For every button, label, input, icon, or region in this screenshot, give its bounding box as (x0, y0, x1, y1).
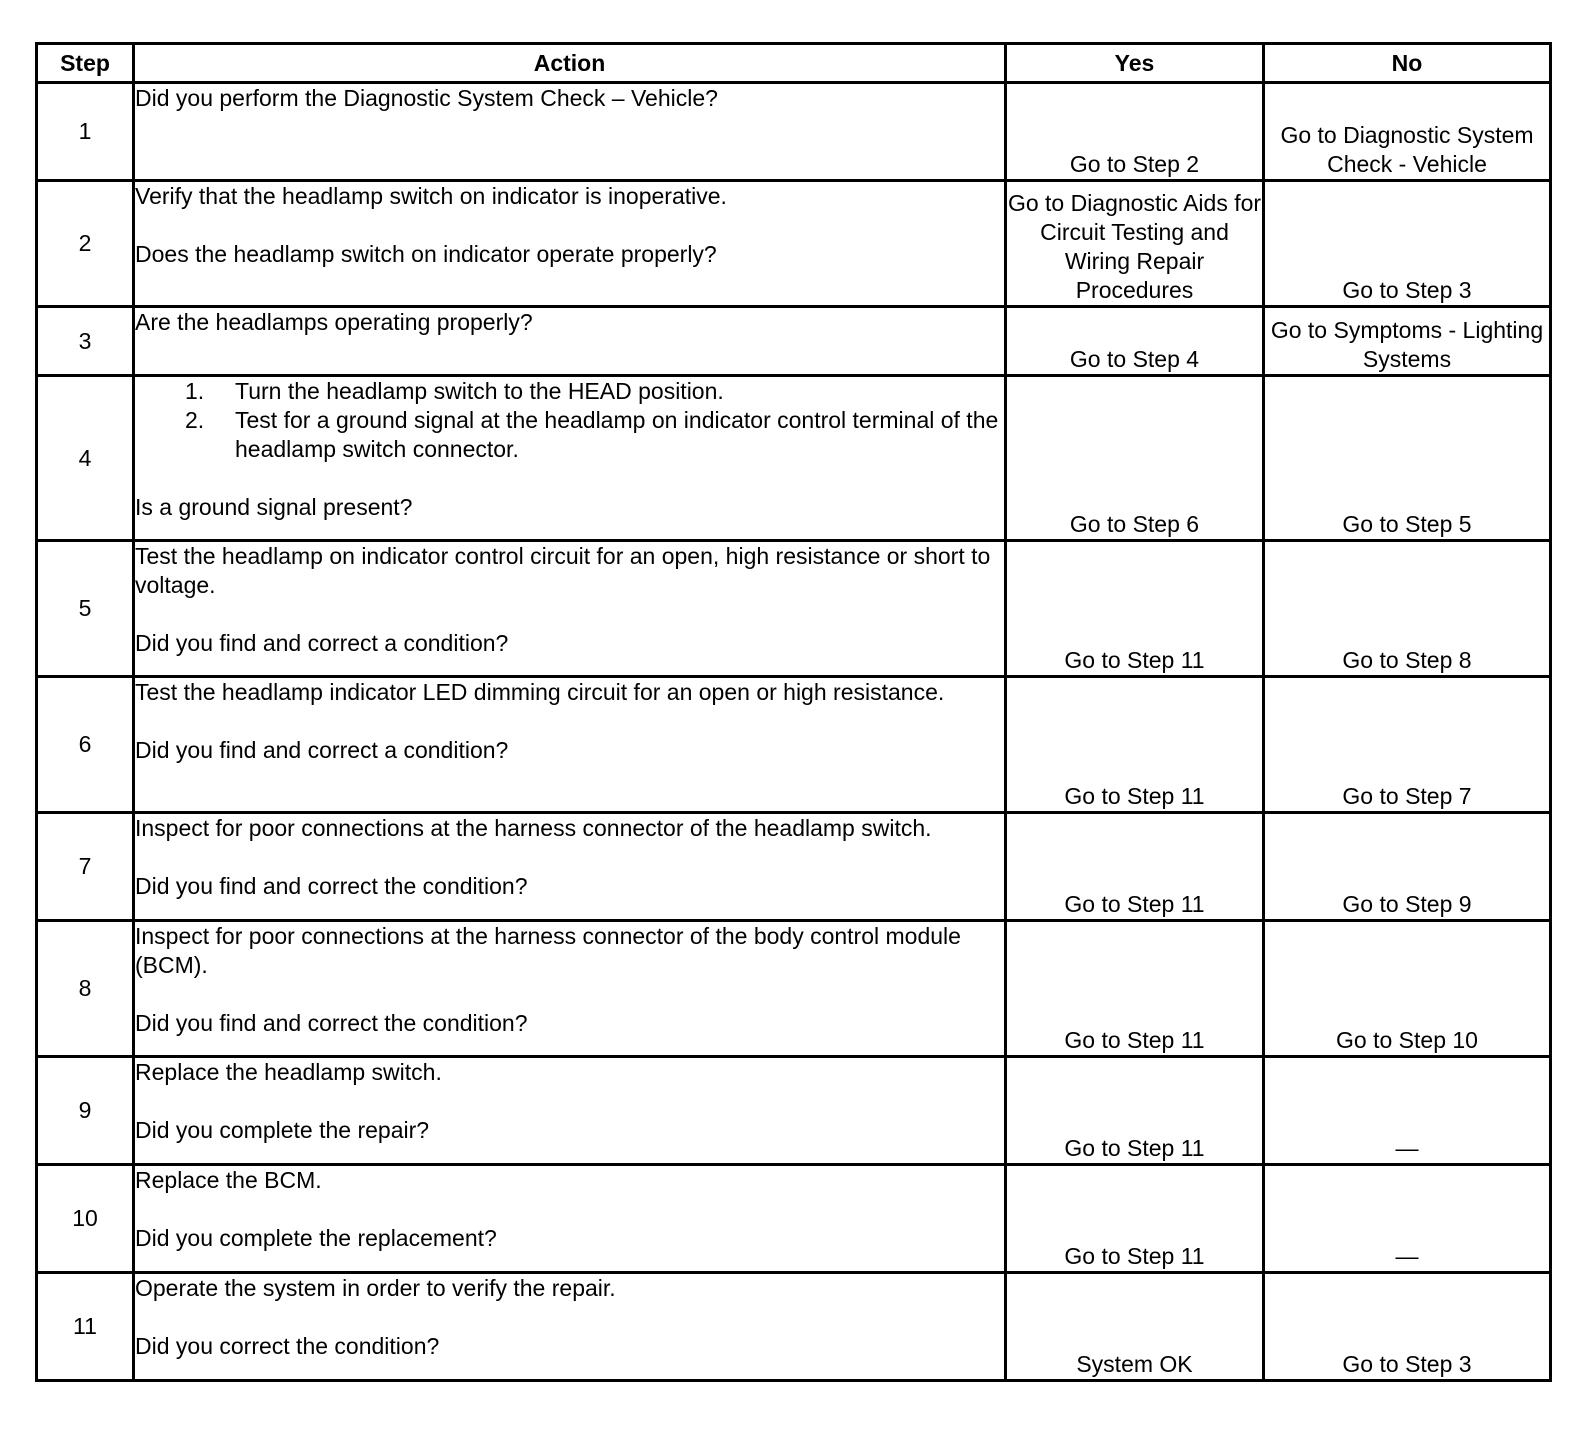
table-row (37, 541, 1551, 677)
action-cell (134, 1273, 1006, 1381)
yes-cell: Go to Step 11 (1006, 813, 1264, 921)
no-cell: — (1264, 1057, 1551, 1165)
yes-cell: Go to Step 11 (1006, 921, 1264, 1057)
action-text: Are the headlamps operating properly? (135, 309, 533, 335)
action-cell (134, 307, 1006, 376)
action-cell (134, 1057, 1006, 1165)
step-number: 10 (37, 1165, 134, 1273)
no-cell: Go to Step 7 (1264, 677, 1551, 813)
step-number: 4 (37, 376, 134, 541)
substep-text: Turn the headlamp switch to the HEAD position. (235, 378, 724, 404)
action-text: Inspect for poor connections at the harness connector of the headlamp switch. (135, 815, 932, 841)
no-cell: — (1264, 1165, 1551, 1273)
step-number: 2 (37, 181, 134, 307)
yes-cell: Go to Step 11 (1006, 1165, 1264, 1273)
table-row (37, 1165, 1551, 1273)
action-cell (134, 83, 1006, 181)
action-cell (134, 921, 1006, 1057)
action-text: Did you perform the Diagnostic System Check – Vehicle? (135, 85, 718, 111)
action-question: Did you find and correct a condition? (135, 737, 509, 763)
step-number: 3 (37, 307, 134, 376)
action-question: Did you find and correct the condition? (135, 1010, 528, 1036)
action-text: Verify that the headlamp switch on indicator is inoperative. (135, 183, 727, 209)
action-text: Replace the BCM. (135, 1167, 322, 1193)
action-text: Test the headlamp on indicator control circuit for an open, high resistance or short to voltage. (135, 543, 991, 598)
no-cell: Go to Symptoms - Lighting Systems (1264, 307, 1551, 376)
action-question: Did you complete the repair? (135, 1117, 430, 1143)
yes-cell: System OK (1006, 1273, 1264, 1381)
action-text: Inspect for poor connections at the harness connector of the body control module (BCM). (135, 923, 961, 978)
yes-cell: Go to Step 11 (1006, 677, 1264, 813)
yes-cell: Go to Step 6 (1006, 376, 1264, 541)
header-row (37, 44, 1551, 83)
table-row (37, 677, 1551, 813)
action-cell (134, 1165, 1006, 1273)
no-cell: Go to Diagnostic System Check - Vehicle (1264, 83, 1551, 181)
yes-cell: Go to Step 11 (1006, 1057, 1264, 1165)
action-question: Did you complete the replacement? (135, 1225, 497, 1251)
action-question: Did you find and correct the condition? (135, 873, 528, 899)
step-number: 5 (37, 541, 134, 677)
no-cell: Go to Step 3 (1264, 1273, 1551, 1381)
list-item (185, 377, 1004, 406)
diagnostic-table (35, 42, 1552, 1382)
step-number: 9 (37, 1057, 134, 1165)
action-question: Did you find and correct a condition? (135, 630, 509, 656)
step-number: 6 (37, 677, 134, 813)
action-text: Test the headlamp indicator LED dimming circuit for an open or high resistance. (135, 679, 945, 705)
substep-list (135, 377, 1004, 464)
header-step: Step (37, 44, 134, 83)
step-number: 8 (37, 921, 134, 1057)
action-cell (134, 813, 1006, 921)
yes-cell: Go to Step 11 (1006, 541, 1264, 677)
action-cell (134, 181, 1006, 307)
action-cell (134, 376, 1006, 541)
header-yes: Yes (1006, 44, 1264, 83)
action-text: Operate the system in order to verify the repair. (135, 1275, 616, 1301)
table-row (37, 1273, 1551, 1381)
no-cell: Go to Step 8 (1264, 541, 1551, 677)
step-number: 7 (37, 813, 134, 921)
action-question: Does the headlamp switch on indicator operate properly? (135, 241, 717, 267)
header-action: Action (134, 44, 1006, 83)
table-row (37, 921, 1551, 1057)
table-row (37, 1057, 1551, 1165)
substep-number: 1. (185, 378, 205, 404)
step-number: 11 (37, 1273, 134, 1381)
substep-number: 2. (185, 407, 205, 433)
no-cell: Go to Step 9 (1264, 813, 1551, 921)
table-row (37, 813, 1551, 921)
table-row (37, 83, 1551, 181)
action-cell (134, 677, 1006, 813)
action-question: Did you correct the condition? (135, 1333, 440, 1359)
action-text: Replace the headlamp switch. (135, 1059, 442, 1085)
action-question: Is a ground signal present? (135, 494, 413, 520)
table-row (37, 307, 1551, 376)
yes-cell: Go to Step 4 (1006, 307, 1264, 376)
yes-cell: Go to Step 2 (1006, 83, 1264, 181)
no-cell: Go to Step 10 (1264, 921, 1551, 1057)
no-cell: Go to Step 3 (1264, 181, 1551, 307)
action-cell (134, 541, 1006, 677)
table-row (37, 181, 1551, 307)
substep-text: Test for a ground signal at the headlamp on indicator control terminal of the headlamp switch connector. (235, 407, 999, 462)
no-cell: Go to Step 5 (1264, 376, 1551, 541)
list-item (185, 406, 1004, 464)
header-no: No (1264, 44, 1551, 83)
step-number: 1 (37, 83, 134, 181)
table-row (37, 376, 1551, 541)
yes-cell: Go to Diagnostic Aids for Circuit Testing and Wiring Repair Procedures (1006, 181, 1264, 307)
